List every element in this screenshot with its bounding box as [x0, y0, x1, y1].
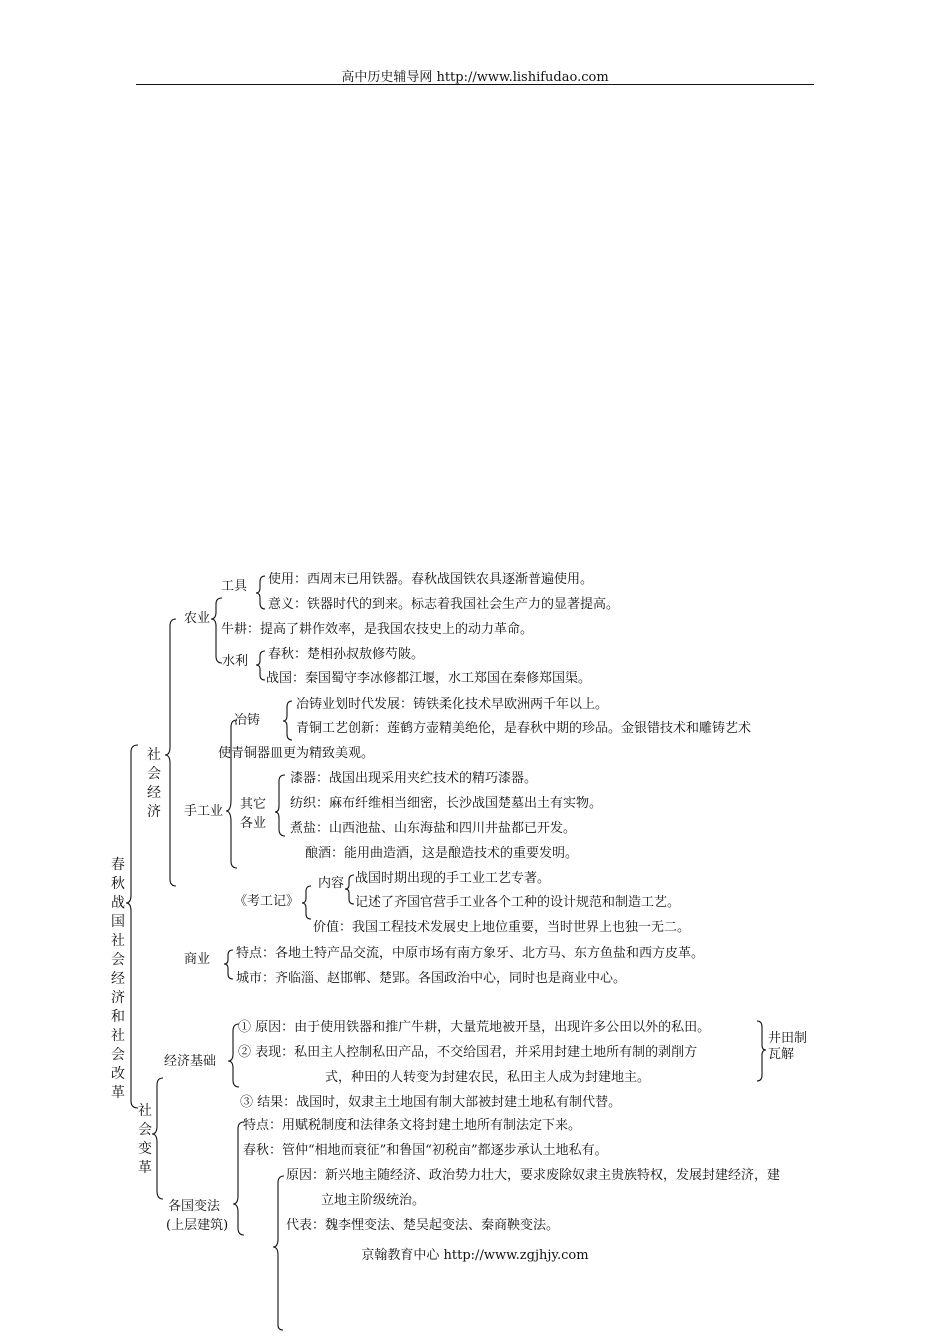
content-1: 战国时期出现的手工业工艺专著。 — [355, 871, 551, 886]
kaogong-label: 《考工记》 — [234, 894, 300, 909]
reforms-label-2: (上层建筑) — [166, 1218, 229, 1233]
reforms-cause-2: 立地主阶级统治。 — [321, 1193, 426, 1208]
tools-meaning: 意义：铁器时代的到来。标志着我国社会生产力的显著提高。 — [268, 597, 620, 612]
reforms-feature: 特点：用赋税制度和法律条文将封建土地所有制法定下来。 — [243, 1118, 582, 1133]
casting-brace — [283, 701, 292, 740]
handicraft-brace — [226, 720, 237, 868]
textile: 纺织：麻布纤维相当细密，长沙战国楚墓出土有实物。 — [290, 796, 603, 811]
other-brace — [275, 775, 285, 836]
lacquer: 漆器：战国出现采用夹纻技术的精巧漆器。 — [290, 771, 538, 786]
economic-expression-2: 式，种田的人转变为封建农民，私田主人成为封建地主。 — [325, 1070, 651, 1085]
reforms-representative: 代表：魏李悝变法、楚吴起变法、秦商鞅变法。 — [286, 1218, 560, 1233]
handicraft-label: 手工业 — [184, 804, 224, 819]
casting-label: 冶铸 — [234, 713, 261, 728]
social-reform-title: 社会变革 — [138, 1103, 152, 1176]
tools-brace — [256, 576, 265, 609]
economy-brace — [165, 619, 176, 886]
economic-base-label: 经济基础 — [164, 1054, 217, 1069]
commerce-feature: 特点：各地土特产品交流，中原市场有南方象牙、北方马、东方鱼盐和西方皮革。 — [236, 946, 705, 961]
root-title: 春秋战国社会经济和社会改革 — [111, 857, 125, 1101]
reforms-spring: 春秋：管仲“相地而衰征”和鲁国“初税亩”都逐步承认土地私有。 — [243, 1143, 608, 1158]
social-economy-title: 社会经济 — [147, 747, 161, 820]
wine: 酿酒：能用曲造酒，这是酿造技术的重要发明。 — [305, 846, 579, 861]
reforms-cause-1: 原因：新兴地主随经济、政治势力壮大，要求废除奴隶主贵族特权，发展封建经济，建 — [286, 1168, 781, 1183]
kaogong-value: 价值：我国工程技术发展史上地位重要，当时世界上也独一无二。 — [313, 920, 691, 935]
content-brace — [345, 875, 354, 904]
other-label: 其它各业 — [240, 797, 267, 831]
economic-cause: ① 原因：由于使用铁器和推广牛耕，大量荒地被开垦，出现许多公田以外的私田。 — [238, 1020, 711, 1035]
well-field-brace — [757, 1021, 766, 1081]
water-warring: 战国：秦国蜀守李冰修都江堰，水工郑国在秦修郑国渠。 — [266, 671, 592, 686]
tools-use: 使用：西周末已用铁器。春秋战国铁农具逐渐普遍使用。 — [268, 572, 594, 587]
root-brace — [126, 745, 138, 1108]
page-footer: 京翰教育中心 http://www.zgjhjy.com — [361, 1248, 589, 1263]
reforms-brace — [233, 1122, 244, 1235]
kaogong-brace — [302, 886, 311, 919]
water-label: 水利 — [222, 654, 249, 669]
content-2: 记述了齐国官营手工业各个工种的设计规范和制造工艺。 — [355, 895, 681, 910]
well-field-label-2: 瓦解 — [768, 1047, 795, 1062]
commerce-label: 商业 — [184, 952, 211, 967]
reform-brace — [152, 1078, 163, 1199]
casting-2: 青铜工艺创新：莲鹤方壶精美绝伦，是春秋中期的珍品。金银错技术和雕铸艺术 — [296, 721, 752, 736]
commerce-city: 城市：齐临淄、赵邯郸、楚郢。各国政治中心，同时也是商业中心。 — [236, 971, 627, 986]
tools-label: 工具 — [221, 579, 248, 594]
economic-expression-1: ② 表现：私田主人控制私田产品，不交给国君，并采用封建土地所有制的剥削方 — [238, 1045, 698, 1060]
commerce-brace — [224, 950, 233, 979]
well-field-label-1: 井田制 — [768, 1031, 808, 1046]
casting-1: 冶铸业划时代发展：铸铁柔化技术早欧洲两千年以上。 — [296, 697, 609, 712]
reforms-label-1: 各国变法 — [168, 1199, 221, 1214]
ox-plowing: 牛耕：提高了耕作效率，是我国农技史上的动力革命。 — [221, 622, 534, 637]
water-spring: 春秋：楚相孙叔敖修芍陂。 — [268, 647, 425, 662]
casting-2b: 使青铜器皿更为精致美观。 — [218, 746, 375, 761]
water-brace — [256, 651, 265, 680]
agriculture-label: 农业 — [184, 611, 211, 626]
content-label: 内容 — [318, 876, 345, 891]
economic-result: ③ 结果：战国时，奴隶主土地国有制大部被封建土地私有制代替。 — [240, 1095, 622, 1110]
salt: 煮盐：山西池盐、山东海盐和四川井盐都已开发。 — [290, 821, 577, 836]
page-header: 高中历史辅导网 http://www.lishifudao.com — [341, 70, 609, 85]
